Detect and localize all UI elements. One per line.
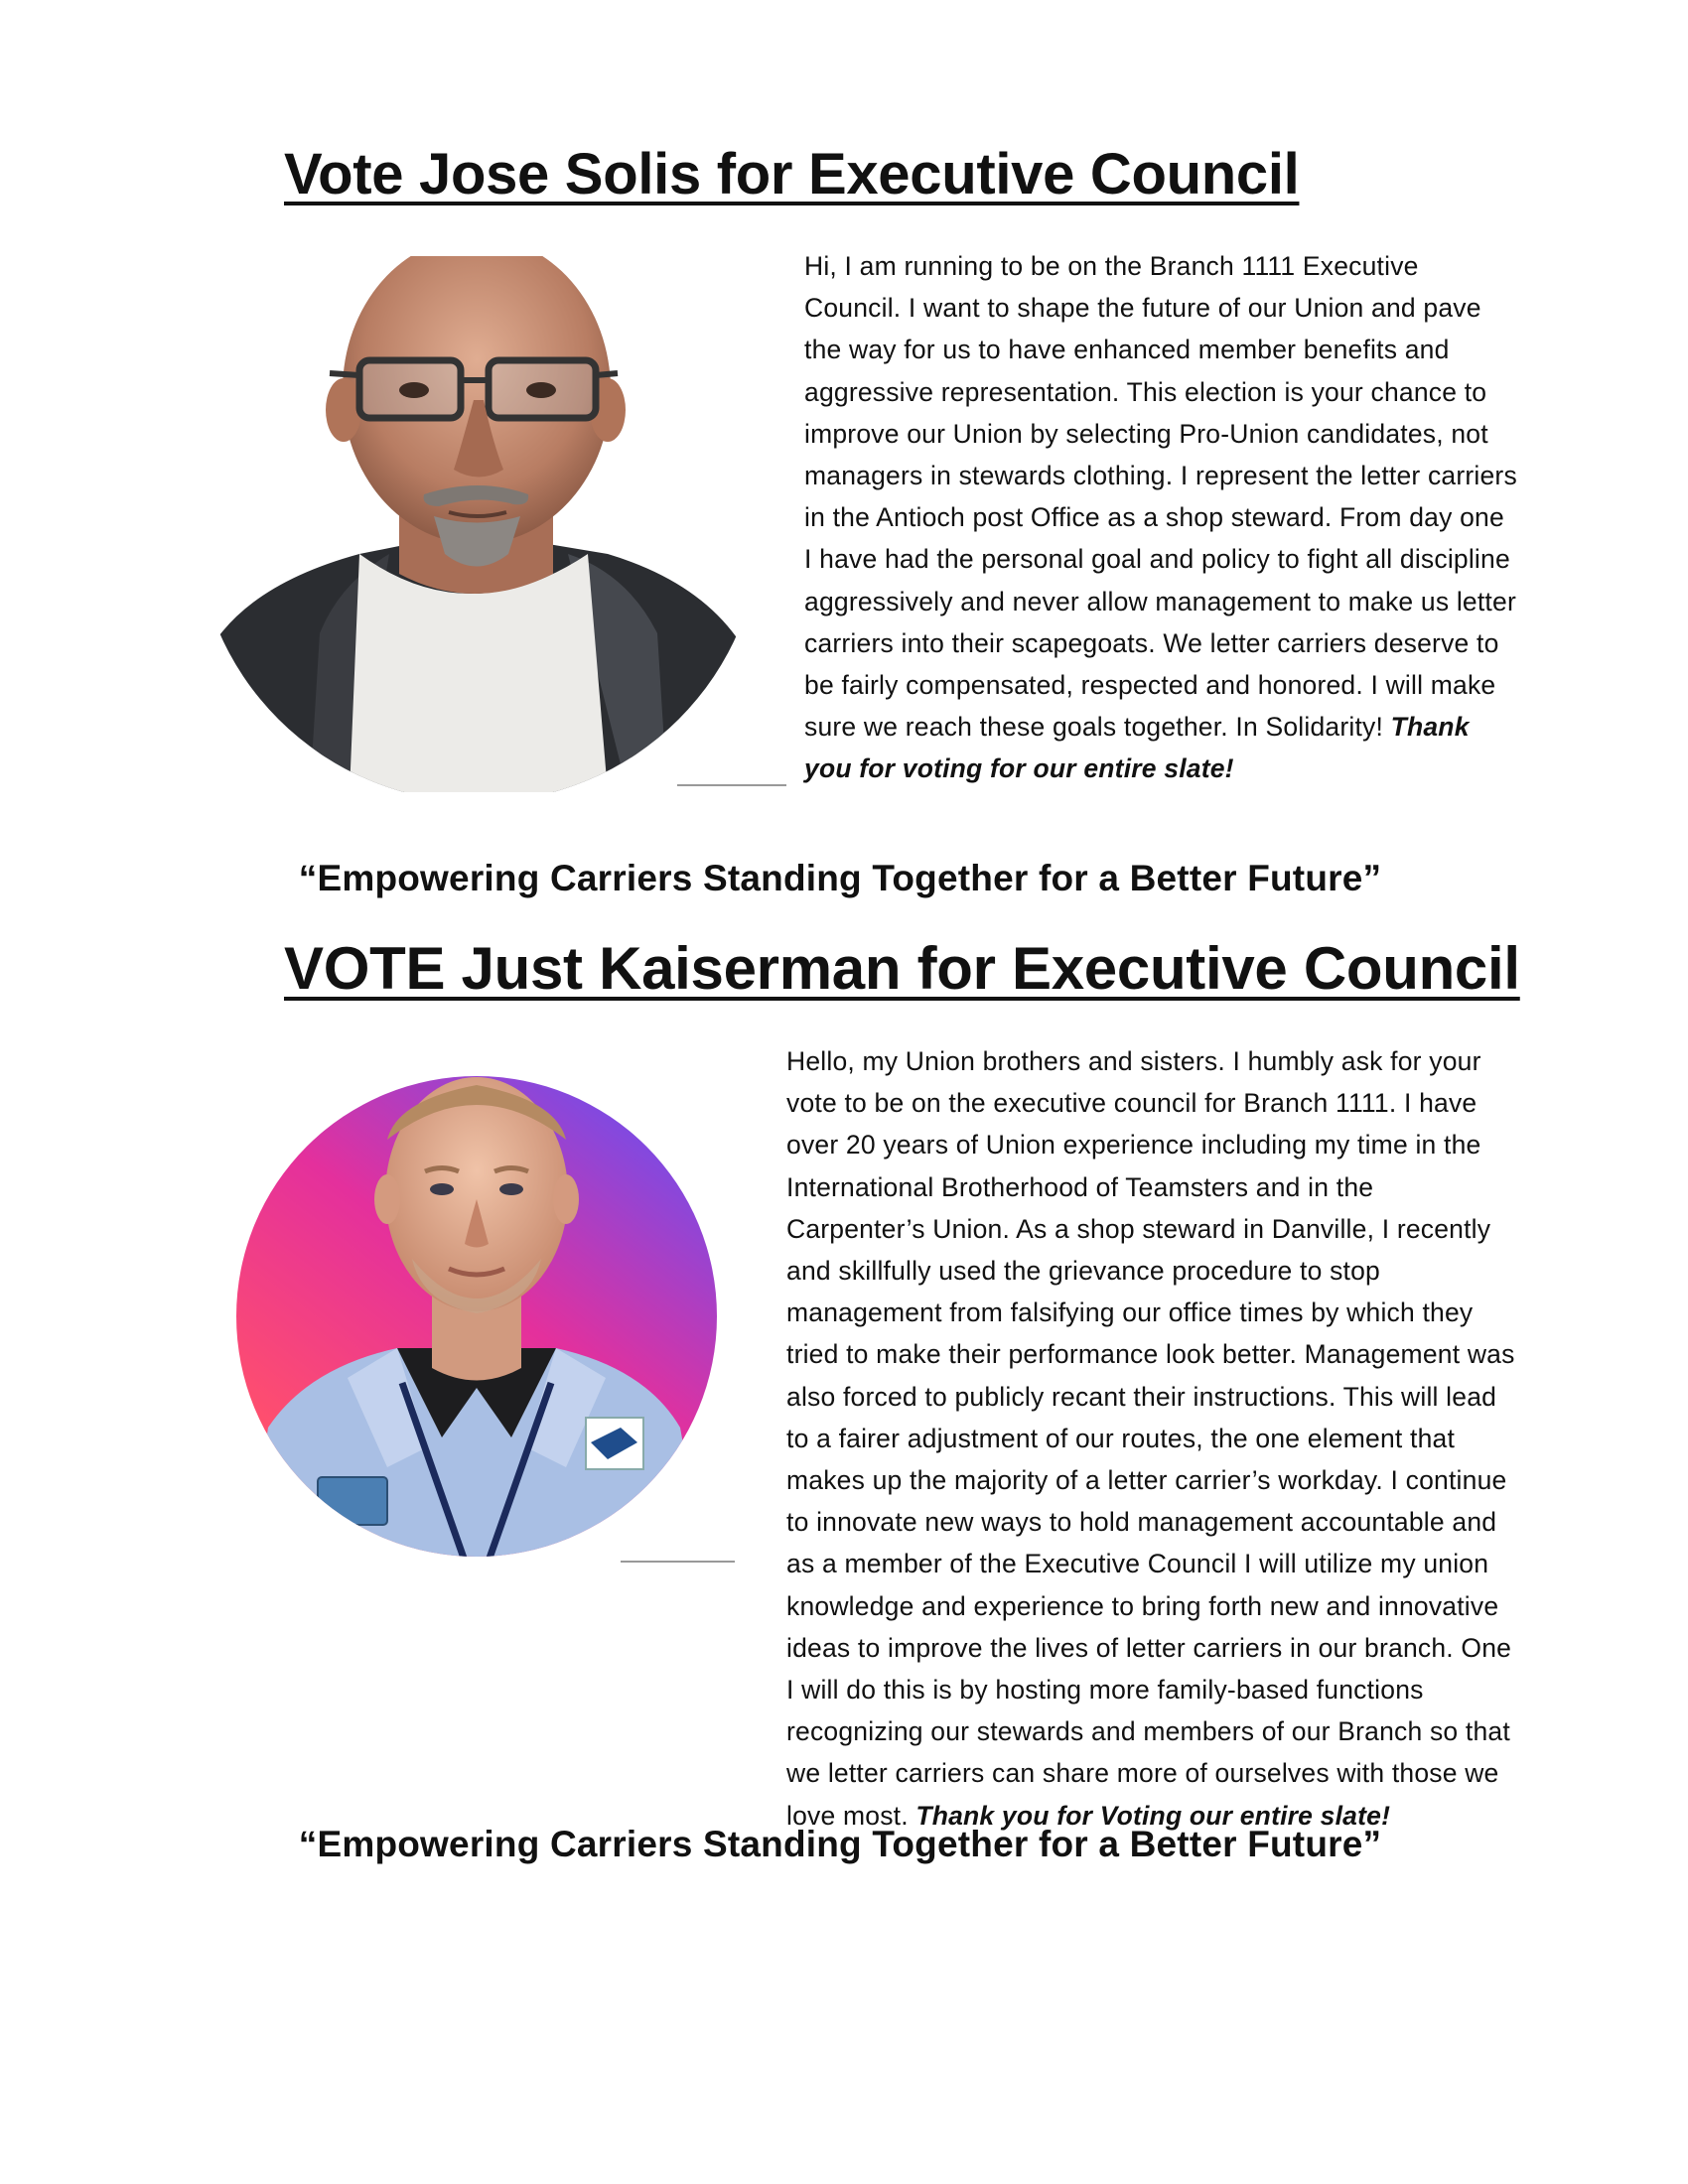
candidate-1-title: Vote Jose Solis for Executive Council [284, 142, 1300, 206]
slogan-1: “Empowering Carriers Standing Together for a Better Future” [298, 858, 1382, 898]
candidate-2-thanks: Thank you for Voting our entire slate! [915, 1800, 1391, 1831]
candidate-1-bio [187, 245, 1517, 831]
photo-wrap-space [187, 245, 804, 831]
candidate-1-bio-text: Hi, I am running to be on the Branch 1111 Executive Council. I want to shape the future of our Union and pave the way for us to have enhanced member benefits and aggressive representation. This election is your chance to improve our Union by selecting Pro-Union candidates, not managers in stewards clothing. I represent the letter carriers in the Antioch post Office as a shop steward. From day one I have had the personal goal and policy to fight all discipline aggressively and never allow management to make us letter carriers into their scapegoats. We letter carriers deserve to be fairly compensated, respected and honored. I will make sure we reach these goals together. In Solidarity! [804, 251, 1517, 743]
candidate-2-bio [187, 1040, 1517, 2045]
candidate-2-bio-text: Hello, my Union brothers and sisters. I humbly ask for your vote to be on the executive council for Branch 1111. I have over 20 years of Union experience including my time in the International Brotherhood of Teamsters and in the Carpenter’s Union. As a shop steward in Danville, I recently and skillfully used the grievance procedure to stop management from falsifying our office times by which they tried to make their performance look better. Management was also forced to publicly recant their instructions. This will lead to a fairer adjustment of our routes, the one element that makes up the majority of a letter carrier’s workday. I continue to innovate new ways to hold management accountable and as a member of the Executive Council I will utilize my union knowledge and experience to bring forth new and innovative ideas to improve the lives of letter carriers in our branch. One I will do this is by hosting more family-based functions recognizing our stewards and members of our Branch so that we letter carriers can share more of ourselves with those we love most. [786, 1046, 1515, 1831]
photo-wrap-space [187, 1040, 786, 2045]
slogan-2: “Empowering Carriers Standing Together for a Better Future” [298, 1824, 1382, 1864]
candidate-1-thanks: Thank you for voting for our entire slate! [804, 712, 1470, 784]
candidate-2-title: VOTE Just Kaiserman for Executive Council [284, 935, 1520, 1002]
